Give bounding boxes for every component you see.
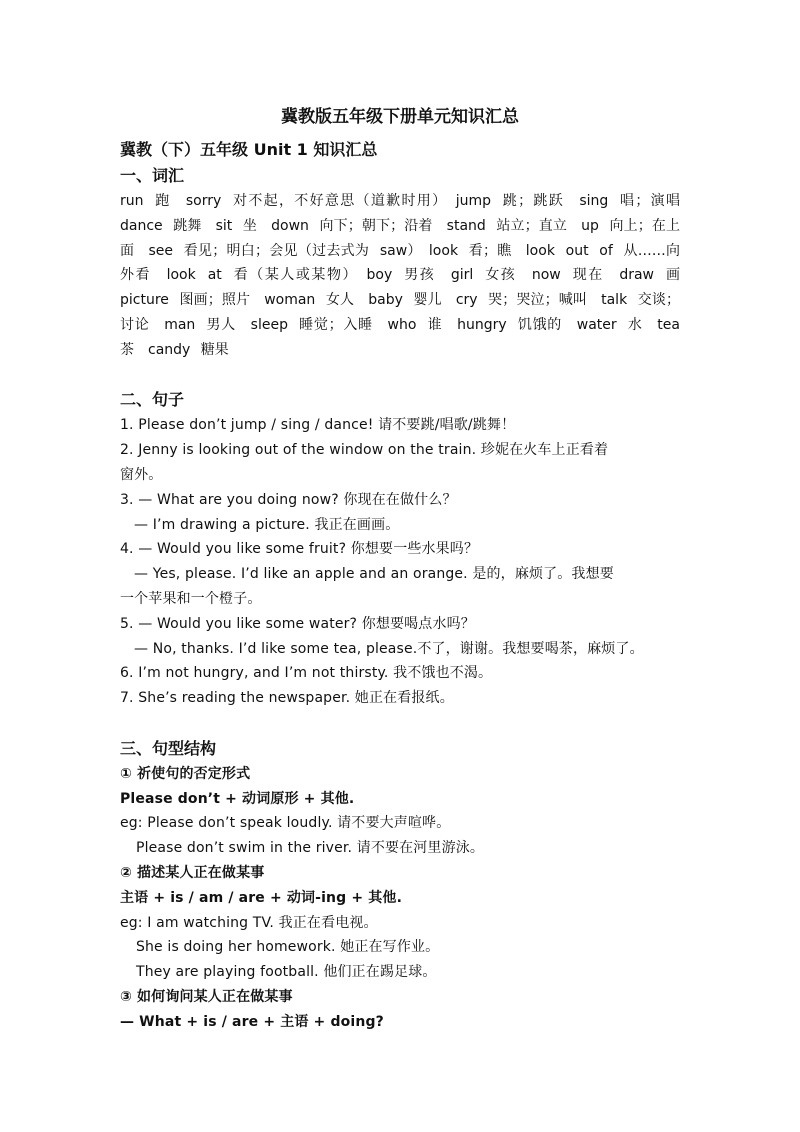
example-line: eg: I am watching TV. 我正在看电视。 [120, 914, 378, 931]
structure-title: ① 祈使句的否定形式 [120, 765, 251, 782]
unit-heading: 冀教（下）五年级 Unit 1 知识汇总 [120, 140, 378, 159]
section-heading-structures: 三、句型结构 [120, 738, 217, 758]
example-line: eg: Please don’t speak loudly. 请不要大声喧哗。 [120, 815, 451, 832]
sentence-line: 3. — What are you doing now? 你现在在做什么？ [120, 491, 457, 508]
section-heading-sentences: 二、句子 [120, 390, 185, 410]
sentence-line: 5. — Would you like some water? 你想要喝点水吗？ [120, 615, 475, 632]
sentence-line: 6. I’m not hungry, and I’m not thirsty. 我不饿也不渴。 [120, 665, 493, 682]
sentence-line: — Yes, please. I’d like an apple and an orange. 是的，麻烦了。我想要 [134, 566, 614, 583]
structure-pattern: — What + is / are + 主语 + doing? [120, 1013, 384, 1030]
spacer [120, 711, 680, 736]
sentence-line: — No, thanks. I’d like some tea, please.不了，谢谢。我想要喝茶，麻烦了。 [134, 640, 644, 657]
example-line: They are playing football. 他们正在踢足球。 [136, 964, 437, 981]
structure-title: ② 描述某人正在做某事 [120, 864, 265, 881]
sentence-line: 2. Jenny is looking out of the window on the train. 珍妮在火车上正看着 [120, 442, 609, 459]
example-line: She is doing her homework. 她正在写作业。 [136, 939, 440, 956]
sentence-line: 1. Please don’t jump / sing / dance! 请不要跳/唱歌/跳舞！ [120, 417, 516, 434]
sentence-line: 4. — Would you like some fruit? 你想要一些水果吗？ [120, 541, 479, 558]
sentence-line: 7. She’s reading the newspaper. 她正在看报纸。 [120, 690, 454, 707]
sentence-line: — I’m drawing a picture. 我正在画画。 [134, 516, 400, 533]
spacer [120, 363, 680, 388]
structure-pattern: Please don’t + 动词原形 + 其他. [120, 790, 355, 807]
document-title: 冀教版五年级下册单元知识汇总 [281, 107, 519, 127]
example-line: Please don’t swim in the river. 请不要在河里游泳。 [136, 840, 485, 857]
sentence-line: 一个苹果和一个橙子。 [120, 590, 262, 607]
sentence-line: 窗外。 [120, 466, 163, 483]
vocabulary-paragraph: run 跑 sorry 对不起，不好意思（道歉时用） jump 跳；跳跃 sing 唱；演唱 dance 跳舞 sit 坐 down 向下；朝下；沿着 stand 站立；直立 up 向上；在上面 see 看见；明白；会见（过去式为 saw） look 看；瞧 look out of 从……向外看 look at 看（某人或某物） boy 男孩 girl 女孩 now 现在 draw 画 picture 图画；照片 woman 女人 baby 婴儿 cry 哭；哭泣；喊叫 talk 交谈；讨论 man 男人 sleep 睡觉；入睡 who 谁 hungry 饥饿的 water 水 tea 茶 candy 糖果 [120, 193, 694, 358]
structure-title: ③ 如何询问某人正在做某事 [120, 988, 293, 1005]
section-heading-vocabulary: 一、词汇 [120, 166, 185, 185]
structure-pattern: 主语 + is / am / are + 动词-ing + 其他. [120, 889, 403, 906]
